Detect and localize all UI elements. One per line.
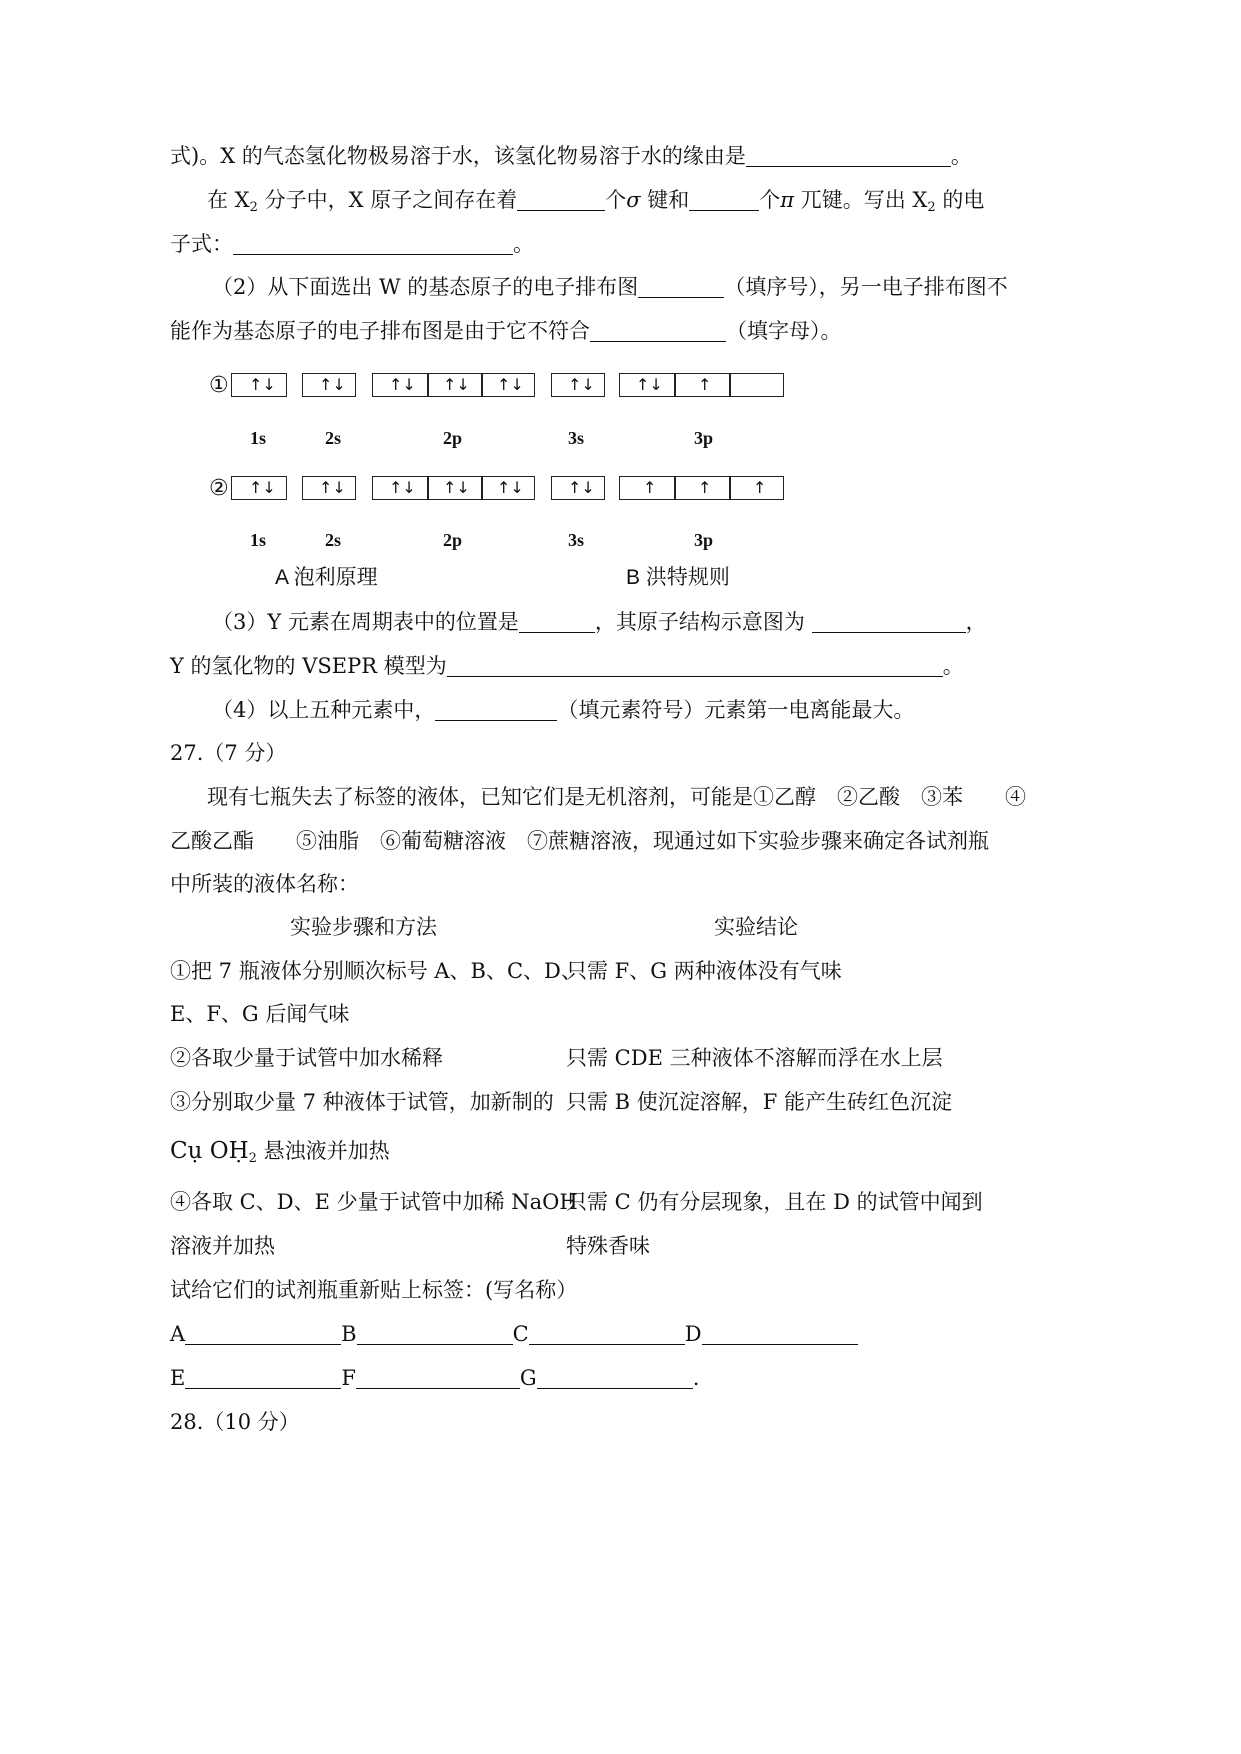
arrow-pair: ↑↓ [249, 478, 276, 497]
answer-blank[interactable] [356, 1366, 520, 1389]
result2: 只需 CDE 三种液体不溶解而浮在水上层 [566, 1046, 943, 1070]
text: 子式： [170, 232, 233, 256]
result3: 只需 B 使沉淀溶解，F 能产生砖红色沉淀 [566, 1090, 953, 1114]
copper-hydroxide-formula: Cụ OḤ [170, 1138, 249, 1164]
label-letter: F [341, 1366, 356, 1390]
orbital-2p [372, 476, 535, 500]
label-row2 [170, 1363, 699, 1393]
orbital-3s [551, 476, 605, 500]
text: ， [965, 610, 987, 634]
text: 能作为基态原子的电子排布图是由于它不符合 [170, 319, 590, 343]
subscript: 2 [927, 200, 936, 215]
q26-part4 [212, 695, 914, 725]
q26-line3 [170, 229, 534, 259]
answer-blank[interactable] [812, 610, 966, 633]
orbital-label: 2p [443, 530, 463, 550]
text: 式)。X 的气态氢化物极易溶于水，该氢化物易溶于水的缘由是 [170, 144, 746, 168]
q26-part2-line2 [170, 316, 842, 346]
sigma-symbol: σ [626, 188, 641, 212]
text: （2）从下面选出 W 的基态原子的电子排布图 [212, 275, 639, 299]
row1-label: ① [209, 373, 229, 398]
q27-intro-line3: 中所装的液体名称： [170, 872, 359, 896]
arrow-pair: ↑↓ [319, 375, 346, 394]
q26-line2 [207, 185, 984, 223]
arrow-pair: ↑↓ [389, 375, 416, 394]
text: （3）Y 元素在周期表中的位置是 [212, 610, 519, 634]
orbital-label: 3s [568, 530, 585, 550]
text: （填元素符号）元素第一电离能最大。 [557, 698, 915, 722]
row2-label: ② [209, 476, 229, 501]
orbital-label: 2s [325, 530, 342, 550]
answer-blank[interactable] [529, 1322, 685, 1345]
orbital-3p [619, 373, 784, 397]
q26-line1 [170, 141, 972, 171]
text: 在 X [207, 188, 250, 212]
text: （填字母）。 [726, 319, 842, 343]
arrow-pair: ↑↓ [389, 478, 416, 497]
arrow-up: ↑ [643, 478, 657, 497]
text: Y 的氢化物的 VSEPR 模型为 [170, 654, 447, 678]
q26-part3-line2 [170, 651, 964, 681]
arrow-pair: ↑↓ [568, 375, 595, 394]
relabel-instruction: 试给它们的试剂瓶重新贴上标签：(写名称） [170, 1278, 578, 1302]
text: （填序号），另一电子排布图不 [724, 275, 1008, 299]
label-row1 [170, 1319, 858, 1349]
arrow-pair: ↑↓ [497, 478, 524, 497]
orbital-label: 1s [250, 428, 267, 448]
q26-part3-line1 [212, 607, 987, 637]
arrow-pair: ↑↓ [443, 478, 470, 497]
q28-heading: 28.（10 分） [170, 1410, 300, 1434]
pi-symbol: π [780, 188, 795, 212]
text: （4）以上五种元素中， [212, 698, 436, 722]
q27-intro-line1: 现有七瓶失去了标签的液体，已知它们是无机溶剂，可能是①乙醇 ②乙酸 ③苯 ④ [207, 785, 1026, 809]
step3-line2 [170, 1136, 390, 1174]
orbital-label: 3p [694, 530, 714, 550]
answer-blank[interactable] [519, 610, 595, 633]
answer-blank[interactable] [746, 144, 951, 167]
label-letter: D [684, 1322, 702, 1346]
orbital-label: 2s [325, 428, 342, 448]
step3-line1: ③分别取少量 7 种液体于试管，加新制的 [170, 1090, 554, 1114]
arrow-pair: ↑↓ [443, 375, 470, 394]
label-letter: A [170, 1322, 186, 1346]
answer-blank[interactable] [185, 1322, 341, 1345]
arrow-up: ↑ [698, 478, 712, 497]
text: 键和 [640, 188, 690, 212]
answer-blank[interactable] [638, 275, 724, 298]
orbital-2s [302, 373, 356, 397]
answer-blank[interactable] [185, 1366, 341, 1389]
label-letter: G [519, 1366, 537, 1390]
orbital-label: 3s [568, 428, 585, 448]
text: 兀键。写出 X [794, 188, 928, 212]
orbital-label: 3p [694, 428, 714, 448]
label-letter: E [170, 1366, 186, 1390]
text: 悬浊液并加热 [256, 1139, 390, 1163]
answer-blank[interactable] [702, 1322, 858, 1345]
text: 。 [513, 232, 534, 256]
answer-blank[interactable] [590, 319, 726, 342]
column-header-result: 实验结论 [714, 915, 798, 939]
q27-intro-line2: 乙酸乙酯 ⑤油脂 ⑥葡萄糖溶液 ⑦蔗糖溶液，现通过如下实验步骤来确定各试剂瓶 [170, 829, 989, 853]
arrow-pair: ↑↓ [319, 478, 346, 497]
arrow-pair: ↑↓ [249, 375, 276, 394]
step4-line1: ④各取 C、D、E 少量于试管中加稀 NaOH [170, 1190, 578, 1214]
arrow-pair: ↑↓ [497, 375, 524, 394]
text: 。 [942, 654, 964, 678]
text: ，其原子结构示意图为 [594, 610, 805, 634]
orbital-label: 2p [443, 428, 463, 448]
arrow-pair: ↑↓ [636, 375, 663, 394]
answer-blank[interactable] [689, 188, 759, 211]
option-a: A 泡利原理 [275, 566, 378, 589]
orbital-label: 1s [250, 530, 267, 550]
answer-blank[interactable] [357, 1322, 513, 1345]
arrow-pair: ↑↓ [568, 478, 595, 497]
q27-heading: 27.（7 分） [170, 741, 287, 765]
q26-part2-line1 [212, 272, 1008, 302]
text: 个 [605, 188, 627, 212]
column-header-steps: 实验步骤和方法 [290, 915, 437, 939]
orbital-2s [302, 476, 356, 500]
step4-line2: 溶液并加热 [170, 1234, 275, 1258]
answer-blank[interactable] [537, 1366, 693, 1389]
label-letter: C [512, 1322, 529, 1346]
orbital-3p [619, 476, 784, 500]
arrow-up: ↑ [753, 478, 767, 497]
arrow-up: ↑ [698, 375, 712, 394]
orbital-2p [372, 373, 535, 397]
subscript: 2 [249, 200, 258, 215]
text: . [692, 1366, 700, 1390]
answer-blank[interactable] [517, 188, 605, 211]
text: 分子中，X 原子之间存在着 [257, 188, 518, 212]
orbital-1s [231, 373, 287, 397]
step2: ②各取少量于试管中加水稀释 [170, 1046, 443, 1070]
text: 的电 [935, 188, 985, 212]
text: 个 [759, 188, 781, 212]
answer-blank[interactable] [233, 232, 513, 255]
answer-blank[interactable] [435, 698, 557, 721]
text: 。 [950, 144, 972, 168]
result4-line1: 只需 C 仍有分层现象，且在 D 的试管中闻到 [566, 1190, 983, 1214]
step1-line1: ①把 7 瓶液体分别顺次标号 A、B、C、D、 [170, 959, 582, 983]
result4-line2: 特殊香味 [566, 1234, 650, 1258]
result1: 只需 F、G 两种液体没有气味 [566, 959, 842, 983]
orbital-3s [551, 373, 605, 397]
orbital-1s [231, 476, 287, 500]
option-b: B 洪特规则 [626, 566, 730, 589]
label-letter: B [341, 1322, 357, 1346]
step1-line2: E、F、G 后闻气味 [170, 1002, 350, 1026]
answer-blank[interactable] [447, 654, 943, 677]
subscript: 2 [248, 1151, 257, 1166]
